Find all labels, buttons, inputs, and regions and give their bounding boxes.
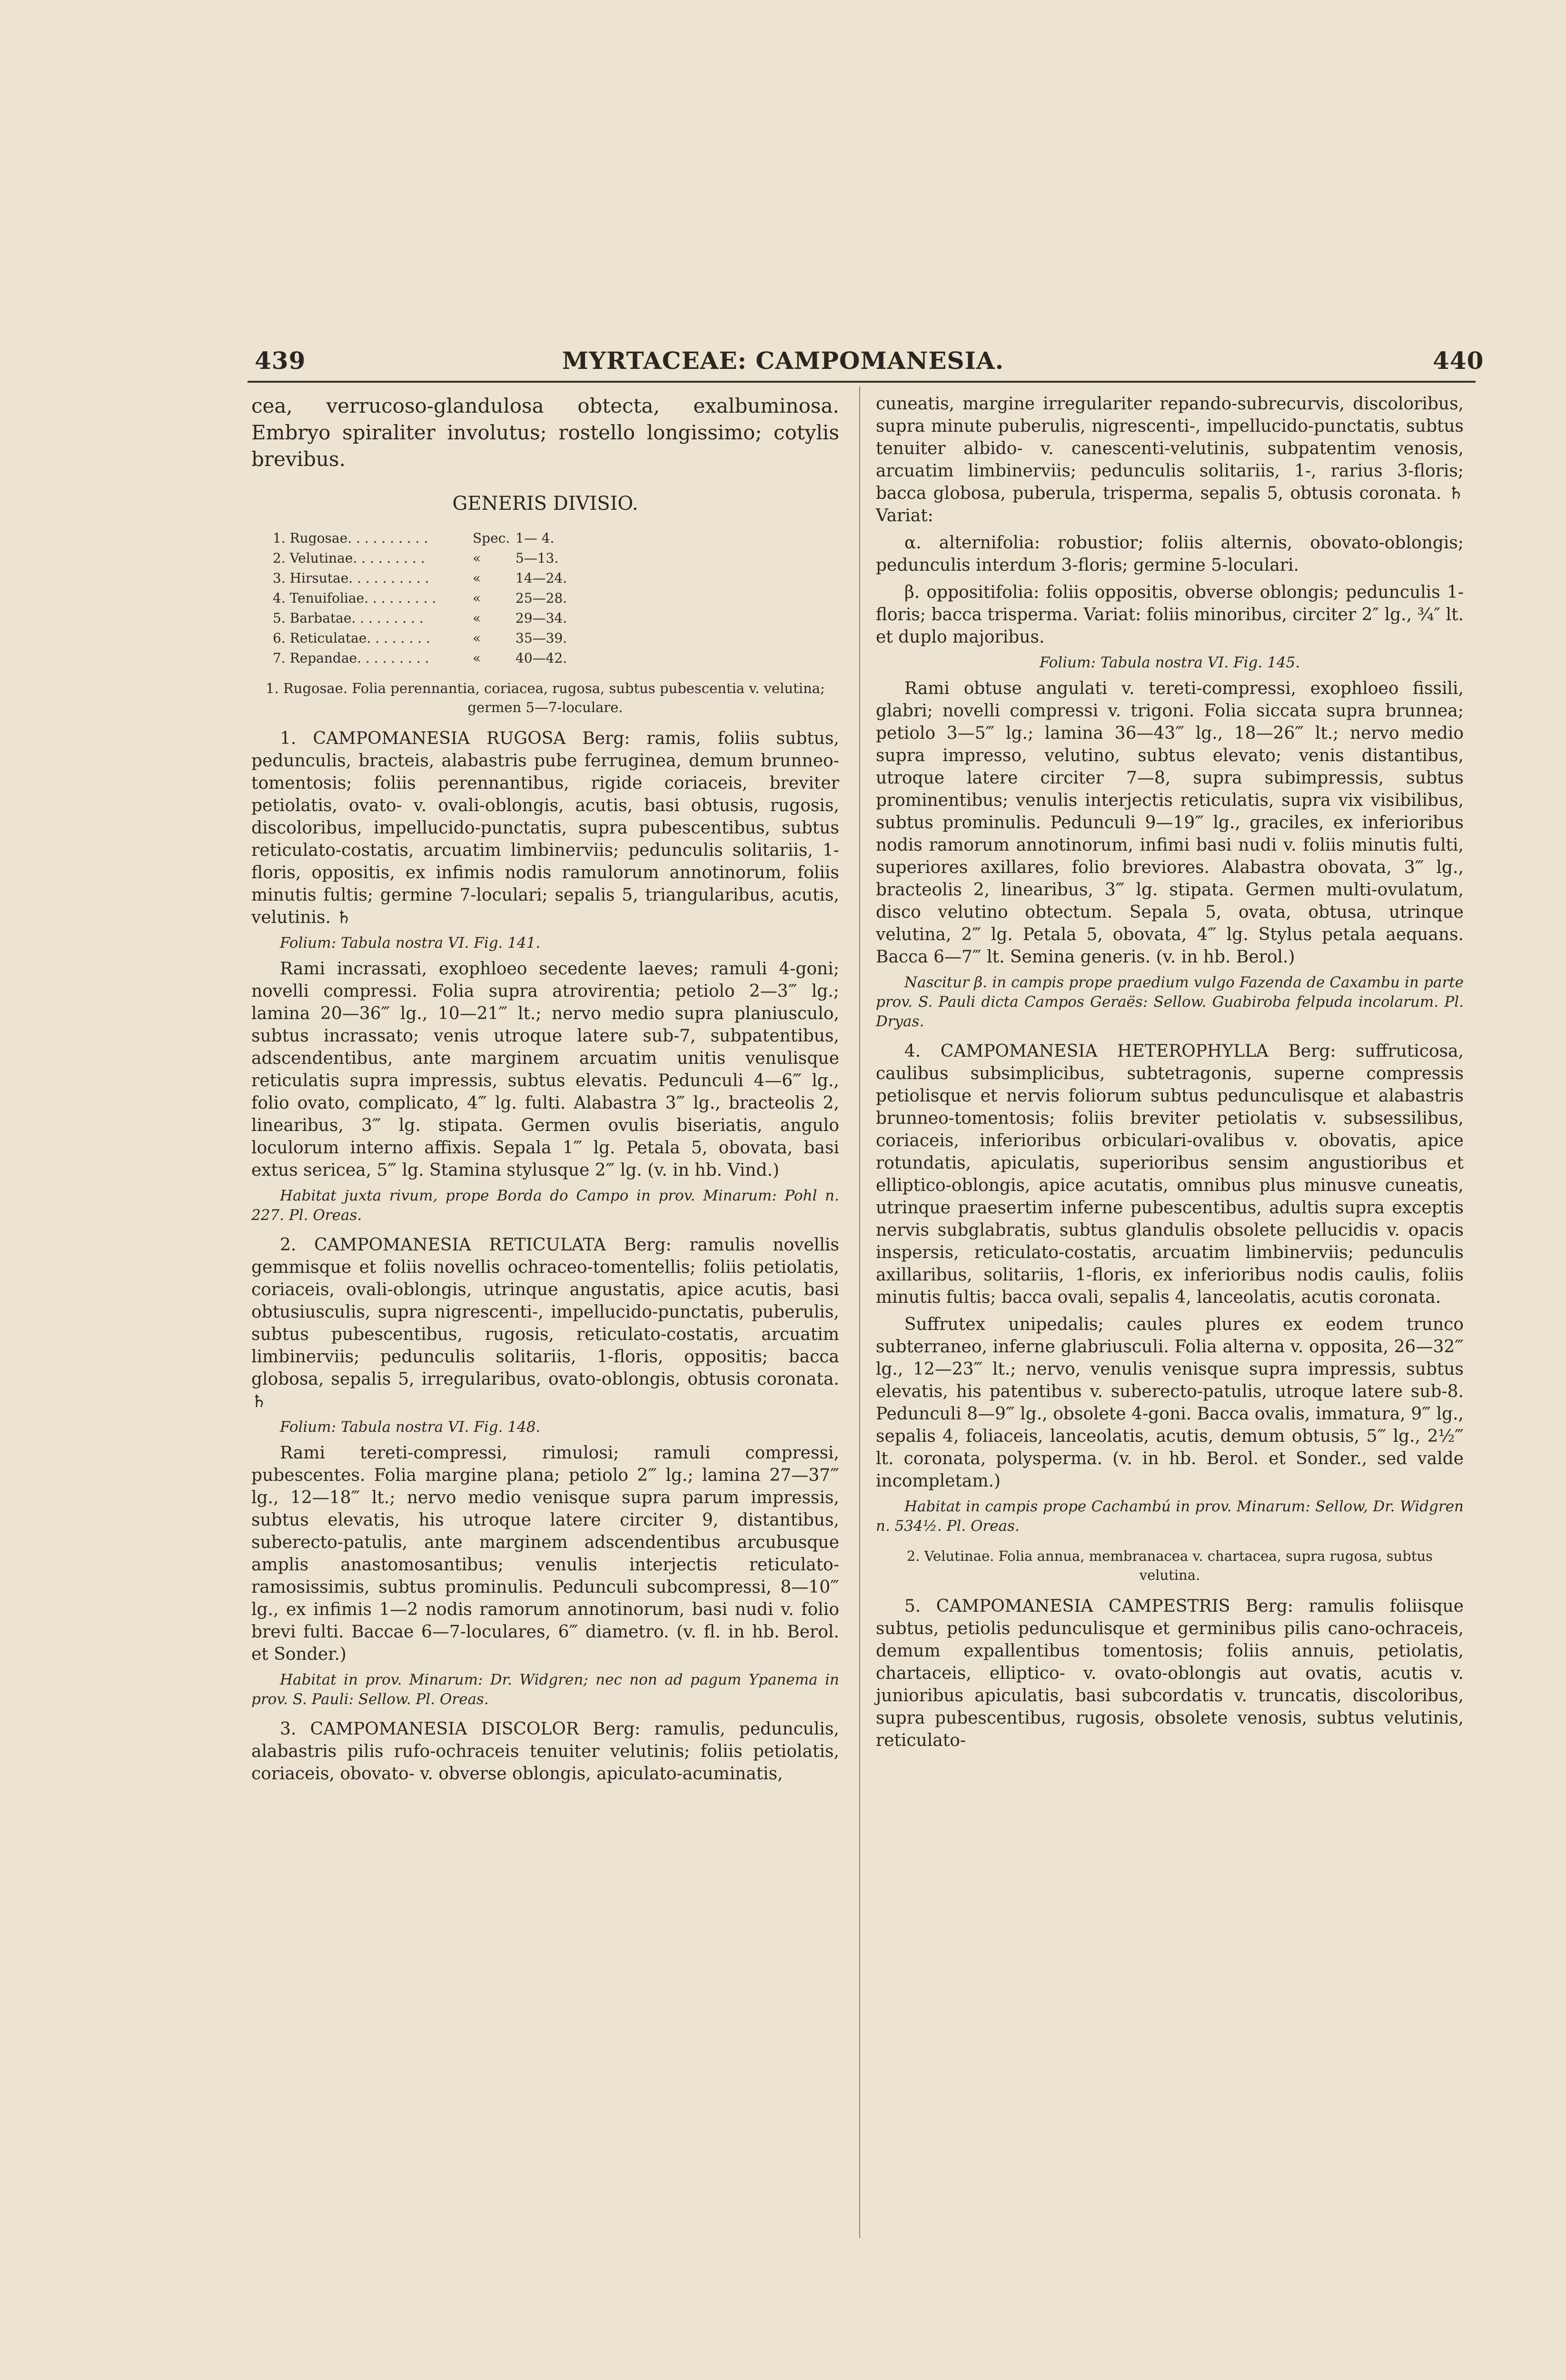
right-page-number: 440 xyxy=(1433,347,1484,375)
species-description: Rami tereti-compressi, rimulosi; ramuli compressi, pubescentes. Folia margine plana; petiolo 2‴ lg.; lamina 27—37‴ lg., 12—18‴ lt.; nervo medio venisque supra parum impressis, subtus elevatis, his utroque latere circiter 9, distantibus, suberecto-patulis, ante marginem adscendentibus arcubusque amplis anastomosantibus; venulis interjectis reticulato-ramosissimis, subtus prominulis. Pedunculi subcompressi, 8—10‴ lg., ex infimis 1—2 nodis ramorum annotinorum, basi nudi v. folio brevi fulti. Baccae 6—7-loculares, 6‴ diametro. (v. fl. in hb. Berol. et Sonder.) xyxy=(251,1443,839,1664)
division-row: 2. Velutinae. . . . . . . . . « 5—13. xyxy=(273,550,559,566)
species-description: Suffrutex unipedalis; caules plures ex eodem trunco subterraneo, inferne glabriusculi. Folia alterna v. opposita, 26—32‴ lg., 12—23‴ lt.; nervo, venulis venisque supra impressis, subtus elevatis, his patentibus v. suberecto-patulis, utroque latere sub-8. Pedunculi 8—9‴ lg., obsolete 4-goni. Bacca ovalis, immatura, 9‴ lg., sepalis 4, foliaceis, lanceolatis, acutis, demum obtusis, 5‴ lg., 2½‴ lt. coronata, polysperma. (v. in hb. Berol. et Sonder., sed valde incompletam.) xyxy=(876,1315,1464,1491)
variety-oppositifolia: β. oppositifolia: foliis oppositis, obverse oblongis; pedunculis 1-floris; bacca trisperma. Variat: foliis minoribus, circiter 2″ lg., ¾″ lt. et duplo majoribus. xyxy=(876,583,1464,647)
division-row: 1. Rugosae. . . . . . . . . . Spec. 1— 4. xyxy=(273,530,555,546)
intro-text: cea, verrucoso-glandulosa obtecta, exalbuminosa. Embryo spiraliter involutus; rostello longissimo; cotylis brevibus. xyxy=(251,394,839,471)
header-rule xyxy=(248,381,1476,383)
running-title: MYRTACEAE: CAMPOMANESIA. xyxy=(562,347,1004,375)
division-table xyxy=(273,528,573,668)
species-diagnosis-heterophylla: 4. CAMPOMANESIA HETEROPHYLLA Berg: suffruticosa, caulibus subsimplicibus, subtetragonis, superne compressis petiolisque et nervis foliorum subtus pedunculisque et alabastris brunneo-tomentosis; foliis breviter petiolatis v. subsessilibus, coriaceis, inferioribus orbiculari-ovalibus v. obovatis, apice rotundatis, apiculatis, superioribus sensim angustioribus et elliptico-oblongis, apice acutatis, omnibus plus minusve cuneatis, utrinque praesertim inferne pubescentibus, adultis supra exceptis nervis subglabratis, subtus glandulis obsolete pellucidis v. opacis inspersis, reticulato-costatis, arcuatim limbinerviis; pedunculis axillaribus, solitariis, 1-floris, ex inferioribus nodis caulis, foliis minutis fultis; bacca ovali, sepalis 4, lanceolatis, acutis coronata. xyxy=(876,1041,1464,1307)
left-column xyxy=(251,393,839,1790)
habitat-note: Habitat juxta rivum, prope Borda do Campo in prov. Minarum: Pohl n. 227. Pl. Oreas. xyxy=(251,1187,839,1224)
habitat-note: Habitat in campis prope Cachambú in prov. Minarum: Sellow, Dr. Widgren n. 534½. Pl. Oreas. xyxy=(876,1498,1464,1535)
habitat-note: Habitat in prov. Minarum: Dr. Widgren; nec non ad pagum Ypanema in prov. S. Pauli: Sellow. Pl. Oreas. xyxy=(251,1671,839,1708)
division-row: 6. Reticulatae. . . . . . . . « 35—39. xyxy=(273,630,567,646)
species-diagnosis-rugosa: 1. CAMPOMANESIA RUGOSA Berg: ramis, foliis subtus, pedunculis, bracteis, alabastris pube ferruginea, demum brunneo-tomentosis; foliis perennantibus, rigide coriaceis, breviter petiolatis, ovato- v. ovali-oblongis, acutis, basi obtusis, rugosis, discoloribus, impellucido-punctatis, supra pubescentibus, subtus reticulato-costatis, arcuatim limbinerviis; pedunculis solitariis, 1-floris, oppositis, ex infimis nodis ramulorum annotinorum, foliis minutis fultis; germine 7-loculari; sepalis 5, triangularibus, acutis, velutinis. ♄ xyxy=(251,729,839,927)
figure-reference: Folium: Tabula nostra VI. Fig. 145. xyxy=(1039,654,1300,671)
right-column xyxy=(876,393,1464,1756)
species-diagnosis-discolor: 3. CAMPOMANESIA DISCOLOR Berg: ramulis, pedunculis, alabastris pilis rufo-ochraceis tenuiter velutinis; foliis petiolatis, coriaceis, obovato- v. obverse oblongis, apiculato-acuminatis, xyxy=(251,1719,839,1784)
habitat-note: Nascitur β. in campis prope praedium vulgo Fazenda de Caxambu in parte prov. S. Pauli dicta Campos Geraës: Sellow. Guabiroba felpuda incolarum. Pl. Dryas. xyxy=(876,974,1464,1030)
column-divider xyxy=(859,387,860,2238)
section-heading-velutinae: 2. Velutinae. Folia annua, membranacea v. chartacea, supra rugosa, subtus velutina. xyxy=(906,1548,1433,1583)
division-row: 5. Barbatae. . . . . . . . . « 29—34. xyxy=(273,610,567,626)
section-heading-rugosae: 1. Rugosae. Folia perennantia, coriacea, rugosa, subtus pubescentia v. velutina; germen 5—7-loculare. xyxy=(266,680,825,715)
species-diagnosis-campestris: 5. CAMPOMANESIA CAMPESTRIS Berg: ramulis foliisque subtus, petiolis pedunculisque et germinibus pilis cano-ochraceis, demum expallentibus tomentosis; foliis annuis, petiolatis, chartaceis, elliptico- v. ovato-oblongis aut ovatis, acutis v. junioribus apiculatis, basi subcordatis v. truncatis, discoloribus, supra pubescentibus, rugosis, obsolete venosis, subtus velutinis, reticulato- xyxy=(876,1597,1464,1750)
division-row: 4. Tenuifoliae. . . . . . . . . « 25—28. xyxy=(273,590,567,606)
species-diagnosis-reticulata: 2. CAMPOMANESIA RETICULATA Berg: ramulis novellis gemmisque et foliis novellis ochraceo-tomentellis; foliis petiolatis, coriaceis, ovali-oblongis, utrinque angustatis, apice acutis, basi obtusiusculis, supra nigrescenti-, impellucido-punctatis, puberulis, subtus pubescentibus, rugosis, reticulato-costatis, arcuatim limbinerviis; pedunculis solitariis, 1-floris, oppositis; bacca globosa, sepalis 5, irregularibus, ovato-oblongis, obtusis coronata. ♄ xyxy=(251,1235,839,1411)
division-title: GENERIS DIVISIO. xyxy=(452,493,638,515)
figure-reference: Folium: Tabula nostra VI. Fig. 141. xyxy=(280,934,541,952)
species-description: Rami incrassati, exophloeo secedente laeves; ramuli 4-goni; novelli compressi. Folia supra atrovirentia; petiolo 2—3‴ lg.; lamina 20—36‴ lg., 10—21‴ lt.; nervo medio supra planiusculo, subtus incrassato; venis utroque latere sub-7, subpatentibus, adscendentibus, ante marginem arcuatim unitis venulisque reticulatis supra impressis, subtus elevatis. Pedunculi 4—6‴ lg., folio ovato, complicato, 4‴ lg. fulti. Alabastra 3‴ lg., bracteolis 2, linearibus, 3‴ lg. stipata. Germen ovulis biseriatis, angulo loculorum interno affixis. Sepala 1‴ lg. Petala 5, obovata, basi extus sericea, 5‴ lg. Stamina stylusque 2‴ lg. (v. in hb. Vind.) xyxy=(251,959,839,1180)
variety-alternifolia: α. alternifolia: robustior; foliis alternis, obovato-oblongis; pedunculis interdum 3-floris; germine 5-loculari. xyxy=(876,533,1464,575)
continued-diagnosis: cuneatis, margine irregulariter repando-subrecurvis, discoloribus, supra minute puberulis, nigrescenti-, impellucido-punctatis, subtus tenuiter albido- v. canescenti-velutinis, subpatentim venosis, arcuatim limbinerviis; pedunculis solitariis, 1-, rarius 3-floris; bacca globosa, puberula, trisperma, sepalis 5, obtusis coronata. ♄ Variat: xyxy=(876,394,1464,526)
figure-reference: Folium: Tabula nostra VI. Fig. 148. xyxy=(280,1418,541,1436)
division-row: 7. Repandae. . . . . . . . . « 40—42. xyxy=(273,650,567,666)
left-page-number: 439 xyxy=(255,347,306,375)
species-description: Rami obtuse angulati v. tereti-compressi, exophloeo fissili, glabri; novelli compressi v. trigoni. Folia siccata supra brunnea; petiolo 3—5‴ lg.; lamina 36—43‴ lg., 18—26‴ lt.; nervo medio supra impresso, velutino, subtus elevato; venis distantibus, utroque latere circiter 7—8, supra subimpressis, subtus prominentibus; venulis interjectis reticulatis, supra vix visibilibus, subtus prominulis. Pedunculi 9—19‴ lg., graciles, ex inferioribus nodis ramorum annotinorum, infimi basi nudi v. foliis minutis fulti, superiores axillares, folio breviores. Alabastra obovata, 3‴ lg., bracteolis 2, linearibus, 3‴ lg. stipata. Germen multi-ovulatum, disco velutino obtectum. Sepala 5, ovata, obtusa, utrinque velutina, 2‴ lg. Petala 5, obovata, 4‴ lg. Stylus petala aequans. Bacca 6—7‴ lt. Semina generis. (v. in hb. Berol.) xyxy=(876,679,1464,967)
division-row: 3. Hirsutae. . . . . . . . . . « 14—24. xyxy=(273,570,567,586)
